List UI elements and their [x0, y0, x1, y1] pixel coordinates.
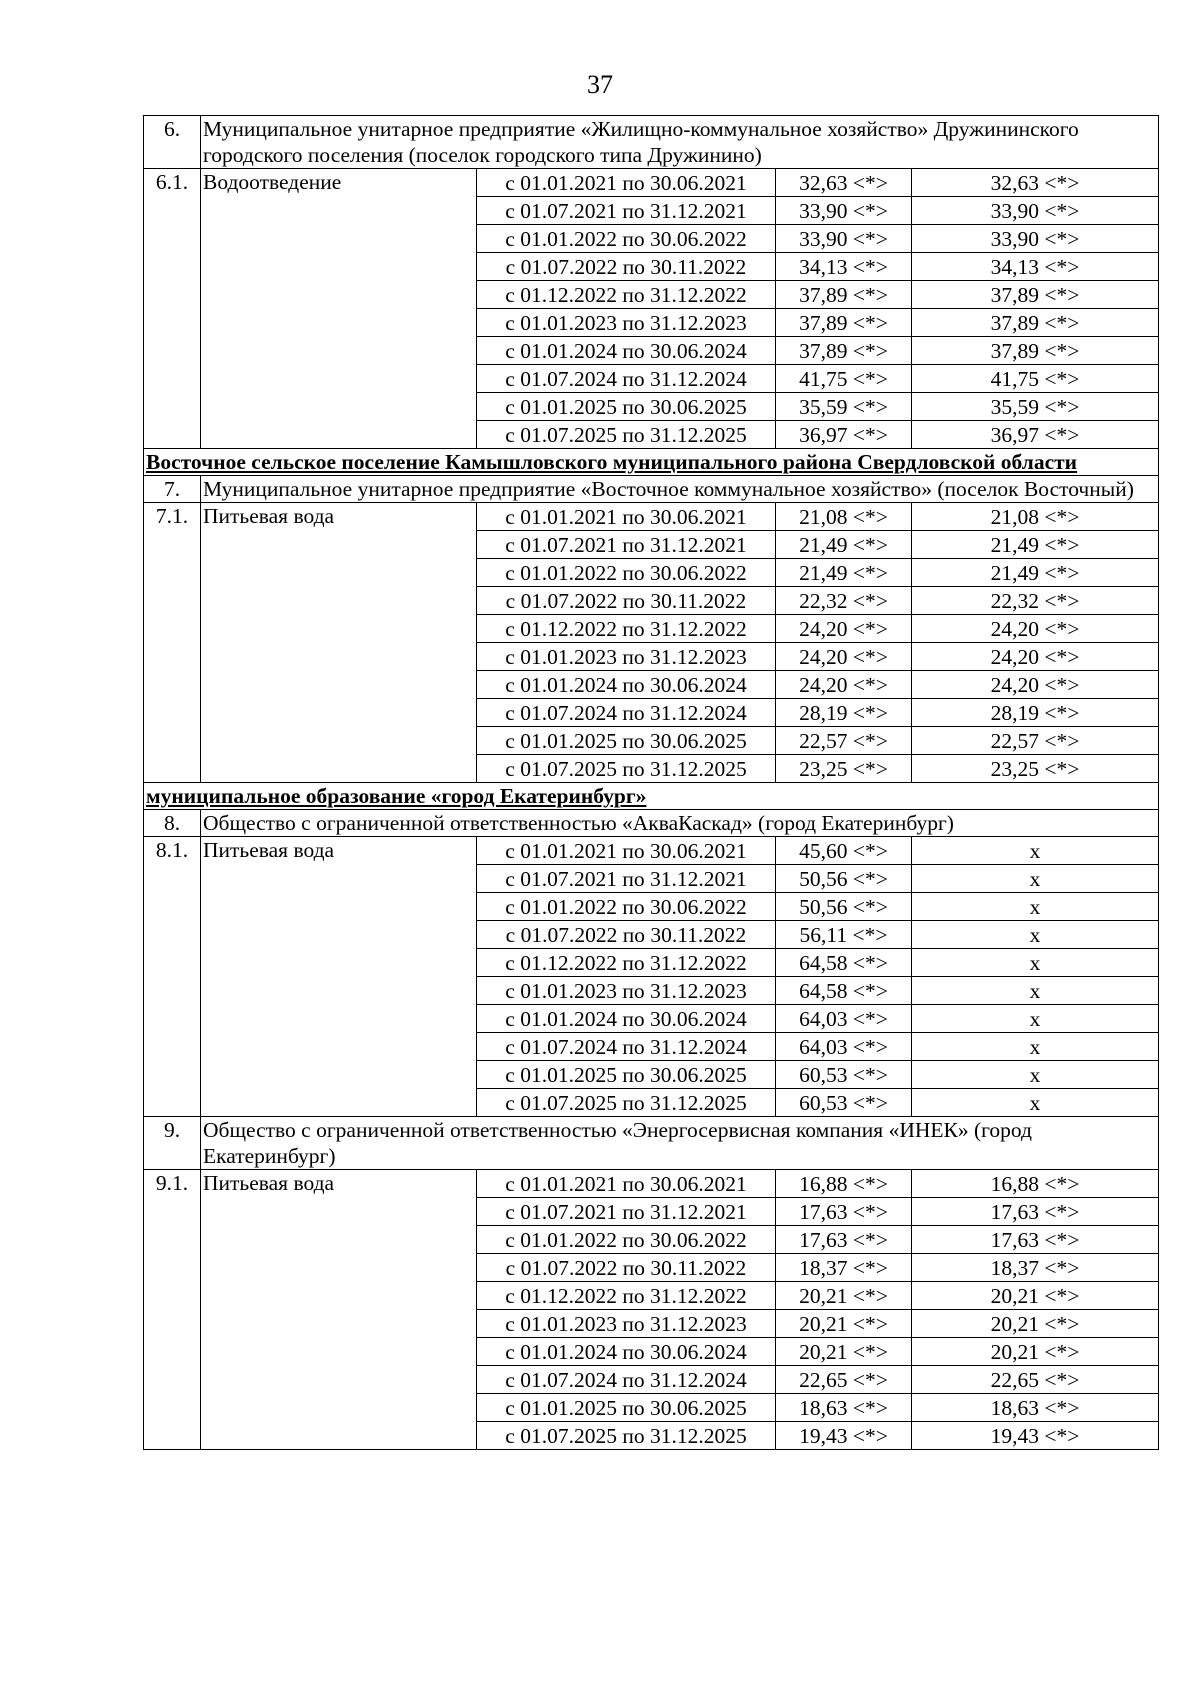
tariff-cell: 19,43 <*> [776, 1422, 912, 1450]
organization-row [144, 1117, 1159, 1170]
period-cell: с 01.01.2021 по 30.06.2021 [477, 503, 776, 531]
tariff-population-cell: 24,20 <*> [912, 671, 1159, 699]
tariff-cell: 37,89 <*> [776, 281, 912, 309]
tariff-cell: 37,89 <*> [776, 309, 912, 337]
tariff-population-cell: 20,21 <*> [912, 1282, 1159, 1310]
tariff-cell: 17,63 <*> [776, 1198, 912, 1226]
tariff-population-cell: 20,21 <*> [912, 1338, 1159, 1366]
period-cell: с 01.07.2025 по 31.12.2025 [477, 1422, 776, 1450]
organization-number: 9. [144, 1117, 201, 1170]
table-row [144, 1170, 1159, 1198]
tariff-cell: 22,57 <*> [776, 727, 912, 755]
tariff-cell: 18,37 <*> [776, 1254, 912, 1282]
organization-name: Муниципальное унитарное предприятие «Восточное коммунальное хозяйство» (поселок Восточный) [201, 476, 1159, 503]
period-cell: с 01.12.2022 по 31.12.2022 [477, 615, 776, 643]
period-cell: с 01.07.2022 по 30.11.2022 [477, 1254, 776, 1282]
organization-row [144, 476, 1159, 503]
service-number: 8.1. [144, 837, 201, 1117]
tariff-population-cell: 37,89 <*> [912, 337, 1159, 365]
tariff-cell: 24,20 <*> [776, 671, 912, 699]
service-number: 9.1. [144, 1170, 201, 1450]
service-number: 6.1. [144, 169, 201, 449]
period-cell: с 01.07.2022 по 30.11.2022 [477, 587, 776, 615]
service-name: Питьевая вода [201, 1170, 477, 1450]
tariff-cell: 21,08 <*> [776, 503, 912, 531]
tariff-cell: 64,03 <*> [776, 1033, 912, 1061]
period-cell: с 01.07.2022 по 30.11.2022 [477, 253, 776, 281]
tariff-population-cell: х [912, 893, 1159, 921]
period-cell: с 01.01.2023 по 31.12.2023 [477, 1310, 776, 1338]
tariff-cell: 17,63 <*> [776, 1226, 912, 1254]
tariff-population-cell: 36,97 <*> [912, 421, 1159, 449]
period-cell: с 01.07.2021 по 31.12.2021 [477, 531, 776, 559]
period-cell: с 01.01.2023 по 31.12.2023 [477, 309, 776, 337]
tariff-cell: 20,21 <*> [776, 1310, 912, 1338]
tariff-cell: 20,21 <*> [776, 1282, 912, 1310]
period-cell: с 01.07.2025 по 31.12.2025 [477, 1089, 776, 1117]
tariff-population-cell: 21,49 <*> [912, 531, 1159, 559]
period-cell: с 01.12.2022 по 31.12.2022 [477, 281, 776, 309]
table-row [144, 503, 1159, 531]
tariff-cell: 56,11 <*> [776, 921, 912, 949]
tariff-cell: 64,58 <*> [776, 977, 912, 1005]
period-cell: с 01.12.2022 по 31.12.2022 [477, 949, 776, 977]
tariff-cell: 18,63 <*> [776, 1394, 912, 1422]
tariff-cell: 50,56 <*> [776, 893, 912, 921]
period-cell: с 01.07.2021 по 31.12.2021 [477, 865, 776, 893]
tariff-population-cell: х [912, 1033, 1159, 1061]
tariff-cell: 60,53 <*> [776, 1061, 912, 1089]
service-name: Питьевая вода [201, 837, 477, 1117]
tariff-population-cell: х [912, 837, 1159, 865]
tariff-population-cell: 35,59 <*> [912, 393, 1159, 421]
tariff-cell: 22,32 <*> [776, 587, 912, 615]
tariff-population-cell: 19,43 <*> [912, 1422, 1159, 1450]
tariff-cell: 22,65 <*> [776, 1366, 912, 1394]
period-cell: с 01.07.2024 по 31.12.2024 [477, 365, 776, 393]
tariff-population-cell: 33,90 <*> [912, 197, 1159, 225]
service-number: 7.1. [144, 503, 201, 783]
period-cell: с 01.07.2021 по 31.12.2021 [477, 1198, 776, 1226]
organization-number: 8. [144, 810, 201, 837]
tariff-population-cell: х [912, 1061, 1159, 1089]
tariff-cell: 21,49 <*> [776, 531, 912, 559]
tariff-cell: 16,88 <*> [776, 1170, 912, 1198]
tariff-cell: 45,60 <*> [776, 837, 912, 865]
period-cell: с 01.01.2024 по 30.06.2024 [477, 671, 776, 699]
period-cell: с 01.01.2025 по 30.06.2025 [477, 1394, 776, 1422]
period-cell: с 01.07.2024 по 31.12.2024 [477, 699, 776, 727]
period-cell: с 01.12.2022 по 31.12.2022 [477, 1282, 776, 1310]
tariff-population-cell: 22,65 <*> [912, 1366, 1159, 1394]
period-cell: с 01.01.2021 по 30.06.2021 [477, 169, 776, 197]
period-cell: с 01.01.2025 по 30.06.2025 [477, 727, 776, 755]
tariff-population-cell: 37,89 <*> [912, 309, 1159, 337]
tariff-population-cell: х [912, 921, 1159, 949]
tariff-table [143, 115, 1159, 1450]
period-cell: с 01.01.2022 по 30.06.2022 [477, 225, 776, 253]
period-cell: с 01.01.2023 по 31.12.2023 [477, 643, 776, 671]
tariff-population-cell: 16,88 <*> [912, 1170, 1159, 1198]
tariff-cell: 41,75 <*> [776, 365, 912, 393]
tariff-population-cell: х [912, 977, 1159, 1005]
organization-number: 7. [144, 476, 201, 503]
period-cell: с 01.01.2023 по 31.12.2023 [477, 977, 776, 1005]
period-cell: с 01.07.2022 по 30.11.2022 [477, 921, 776, 949]
tariff-population-cell: 24,20 <*> [912, 643, 1159, 671]
period-cell: с 01.07.2021 по 31.12.2021 [477, 197, 776, 225]
section-row [144, 783, 1159, 810]
table-row [144, 837, 1159, 865]
tariff-population-cell: 23,25 <*> [912, 755, 1159, 783]
period-cell: с 01.01.2021 по 30.06.2021 [477, 1170, 776, 1198]
page-number: 37 [587, 70, 613, 99]
tariff-population-cell: 32,63 <*> [912, 169, 1159, 197]
tariff-population-cell: 33,90 <*> [912, 225, 1159, 253]
period-cell: с 01.01.2022 по 30.06.2022 [477, 559, 776, 587]
tariff-population-cell: 37,89 <*> [912, 281, 1159, 309]
tariff-cell: 24,20 <*> [776, 615, 912, 643]
period-cell: с 01.07.2025 по 31.12.2025 [477, 755, 776, 783]
tariff-cell: 36,97 <*> [776, 421, 912, 449]
tariff-population-cell: 17,63 <*> [912, 1198, 1159, 1226]
tariff-population-cell: 22,32 <*> [912, 587, 1159, 615]
period-cell: с 01.01.2025 по 30.06.2025 [477, 393, 776, 421]
tariff-population-cell: 18,37 <*> [912, 1254, 1159, 1282]
section-row [144, 449, 1159, 476]
tariff-cell: 24,20 <*> [776, 643, 912, 671]
period-cell: с 01.01.2024 по 30.06.2024 [477, 337, 776, 365]
tariff-cell: 64,03 <*> [776, 1005, 912, 1033]
tariff-population-cell: 20,21 <*> [912, 1310, 1159, 1338]
period-cell: с 01.07.2024 по 31.12.2024 [477, 1366, 776, 1394]
tariff-population-cell: х [912, 865, 1159, 893]
organization-name: Общество с ограниченной ответственностью «Энергосервисная компания «ИНЕК» (город Екатеринбург) [201, 1117, 1159, 1170]
tariff-population-cell: 34,13 <*> [912, 253, 1159, 281]
tariff-cell: 21,49 <*> [776, 559, 912, 587]
tariff-cell: 60,53 <*> [776, 1089, 912, 1117]
tariff-cell: 20,21 <*> [776, 1338, 912, 1366]
tariff-cell: 37,89 <*> [776, 337, 912, 365]
organization-name: Муниципальное унитарное предприятие «Жилищно-коммунальное хозяйство» Дружининского городского поселения (поселок городского типа Дружинино) [201, 116, 1159, 169]
organization-name: Общество с ограниченной ответственностью «АкваКаскад» (город Екатеринбург) [201, 810, 1159, 837]
tariff-population-cell: 21,08 <*> [912, 503, 1159, 531]
tariff-cell: 34,13 <*> [776, 253, 912, 281]
tariff-population-cell: х [912, 1005, 1159, 1033]
tariff-cell: 32,63 <*> [776, 169, 912, 197]
section-title: муниципальное образование «город Екатеринбург» [144, 783, 1159, 810]
period-cell: с 01.07.2025 по 31.12.2025 [477, 421, 776, 449]
tariff-cell: 33,90 <*> [776, 197, 912, 225]
tariff-population-cell: 18,63 <*> [912, 1394, 1159, 1422]
tariff-population-cell: 41,75 <*> [912, 365, 1159, 393]
tariff-cell: 35,59 <*> [776, 393, 912, 421]
period-cell: с 01.01.2024 по 30.06.2024 [477, 1338, 776, 1366]
tariff-population-cell: 17,63 <*> [912, 1226, 1159, 1254]
tariff-cell: 33,90 <*> [776, 225, 912, 253]
period-cell: с 01.01.2021 по 30.06.2021 [477, 837, 776, 865]
tariff-cell: 50,56 <*> [776, 865, 912, 893]
service-name: Питьевая вода [201, 503, 477, 783]
tariff-population-cell: 21,49 <*> [912, 559, 1159, 587]
period-cell: с 01.01.2024 по 30.06.2024 [477, 1005, 776, 1033]
organization-row [144, 116, 1159, 169]
tariff-cell: 64,58 <*> [776, 949, 912, 977]
section-title: Восточное сельское поселение Камышловского муниципального района Свердловской области [144, 449, 1159, 476]
tariff-cell: 28,19 <*> [776, 699, 912, 727]
period-cell: с 01.01.2022 по 30.06.2022 [477, 1226, 776, 1254]
organization-number: 6. [144, 116, 201, 169]
tariff-population-cell: х [912, 949, 1159, 977]
tariff-population-cell: 24,20 <*> [912, 615, 1159, 643]
tariff-population-cell: 28,19 <*> [912, 699, 1159, 727]
tariff-population-cell: х [912, 1089, 1159, 1117]
service-name: Водоотведение [201, 169, 477, 449]
tariff-cell: 23,25 <*> [776, 755, 912, 783]
tariff-table-body [144, 116, 1159, 1450]
period-cell: с 01.01.2025 по 30.06.2025 [477, 1061, 776, 1089]
period-cell: с 01.07.2024 по 31.12.2024 [477, 1033, 776, 1061]
period-cell: с 01.01.2022 по 30.06.2022 [477, 893, 776, 921]
tariff-population-cell: 22,57 <*> [912, 727, 1159, 755]
organization-row [144, 810, 1159, 837]
table-row [144, 169, 1159, 197]
